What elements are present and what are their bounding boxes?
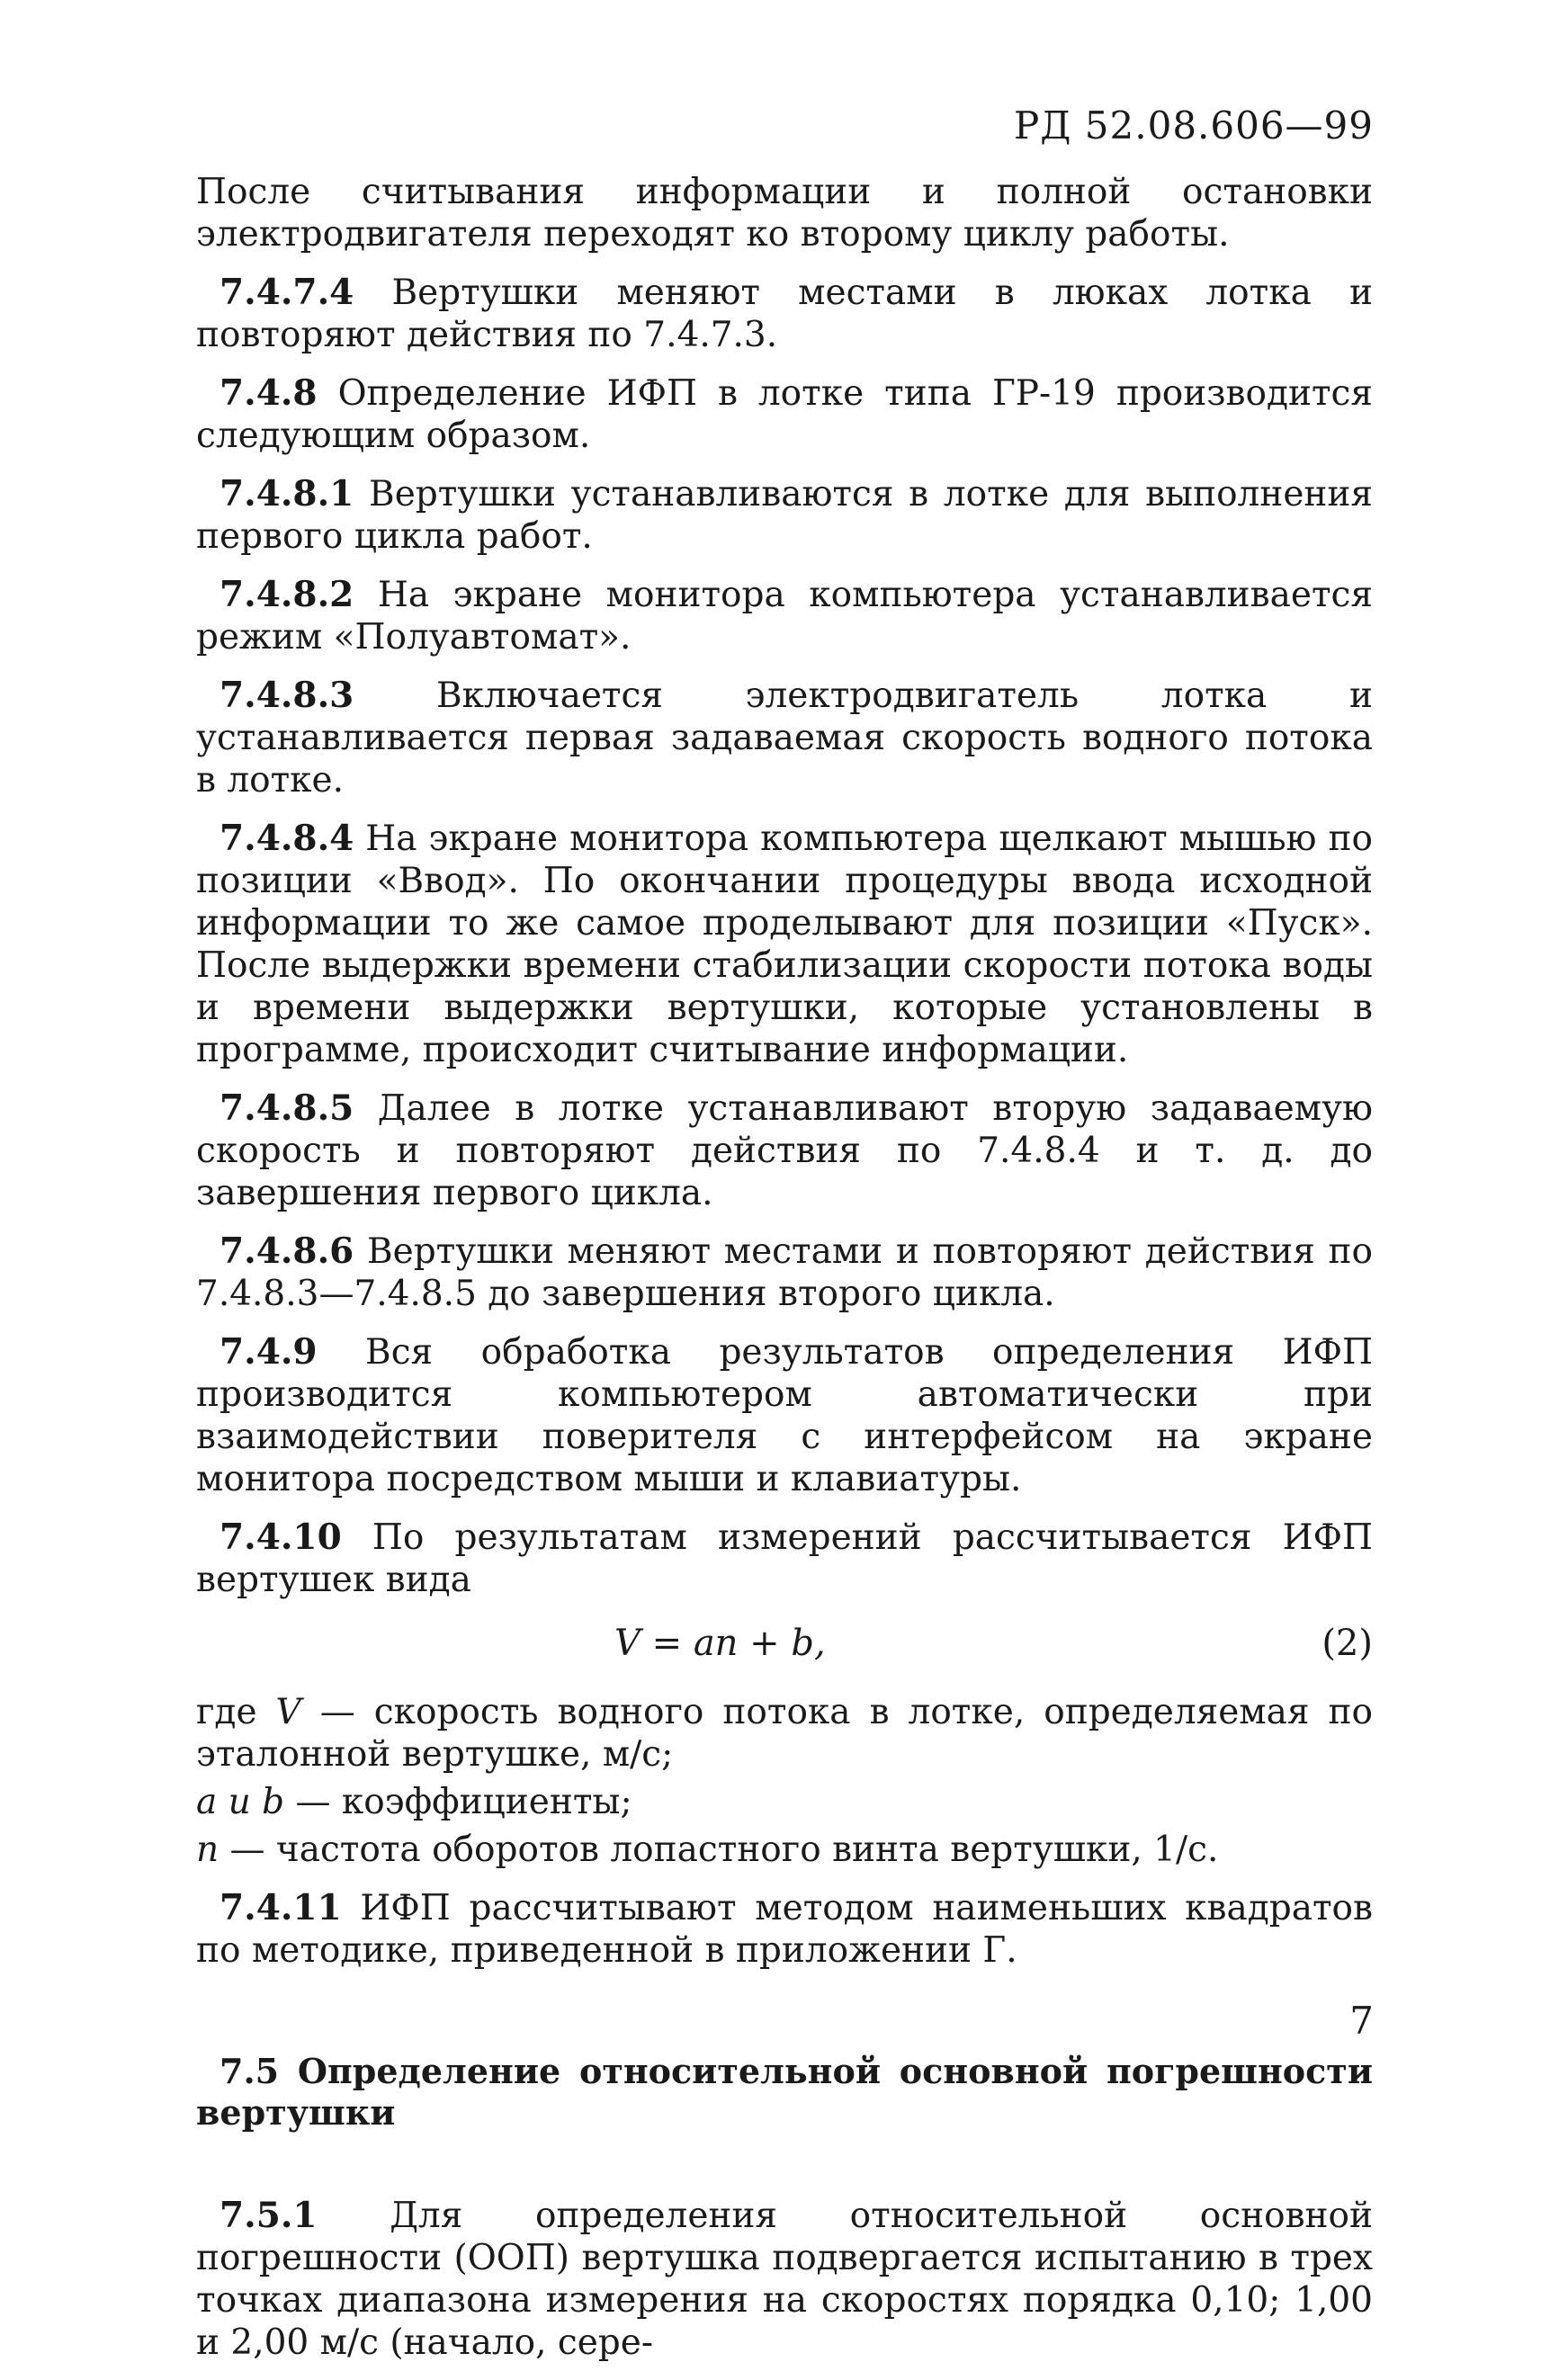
page-number: 7 [1349,1999,1374,2043]
paragraph-text: На экране монитора компьютера устанавливается режим «Полуавтомат». [196,575,1373,658]
paragraph-7-4-11 [196,1887,1373,1972]
clause-number: 7.4.8.6 [220,1230,354,1272]
clause-number: 7.4.10 [220,1517,342,1558]
paragraph-7-4-9 [196,1331,1373,1500]
clause-number: 7.4.8.5 [220,1087,354,1129]
definition-symbol: a и b [196,1782,285,1822]
definition-v [196,1691,1373,1776]
section-heading: 7.5 Определение относительной основной погрешности вертушки [196,2051,1373,2133]
equation-number: (2) [1321,1623,1373,1664]
paragraph-7-4-8-2 [196,574,1373,658]
paragraph-7-4-8 [196,372,1373,457]
paragraph-text: Вся обработка результатов определения ИФП производится компьютером автоматически при взаимодействии поверителя с интерфейсом на экране монитора посредством мыши и клавиатуры. [196,1332,1373,1499]
formula-definitions [196,1691,1373,1871]
paragraph-text: Определение ИФП в лотке типа ГР-19 производится следующим образом. [196,373,1373,456]
paragraph-text: По результатам измерений рассчитывается ИФП вертушек вида [196,1517,1373,1600]
paragraph-text: Вертушки меняют местами и повторяют действия по 7.4.8.3—7.4.8.5 до завершения второго цикла. [196,1231,1373,1314]
clause-number: 7.4.8.3 [220,675,354,716]
clause-number: 7.5.1 [220,2195,318,2236]
paragraph-7-5-1 [196,2195,1373,2364]
paragraph-text: Вертушки устанавливаются в лотке для выполнения первого цикла работ. [196,474,1373,557]
definition-prefix: где [196,1692,276,1732]
paragraph-7-4-8-6 [196,1230,1373,1315]
clause-number: 7.4.8.2 [220,574,354,615]
definition-symbol: n [196,1830,220,1870]
paragraph-7-4-7-4 [196,272,1373,356]
definition-text: — частота оборотов лопастного винта вертушки, 1/с. [219,1830,1219,1870]
clause-number: 7.4.9 [220,1331,318,1373]
paragraph-text: На экране монитора компьютера щелкают мышью по позиции «Ввод». По окончании процедуры ввода исходной информации то же самое проделывают для позиции «Пуск». После выдержки времени стабилизации скорости потока воды и времени выдержки вертушки, которые установлены в программе, происходит считывание информации. [196,819,1373,1070]
definition-n [196,1829,1373,1871]
clause-number: 7.4.8 [220,372,318,414]
paragraph-text: ИФП рассчитывают методом наименьших квадратов по методике, приведенной в приложении Г. [196,1888,1373,1971]
definition-text: — коэффициенты; [284,1782,632,1822]
formula [196,1619,1373,1673]
paragraph-text: Включается электродвигатель лотка и устанавливается первая задаваемая скорость водного потока в лотке. [196,676,1373,801]
clause-number: 7.4.8.4 [220,818,354,859]
document-body [196,171,1373,2380]
paragraph-text: Для определения относительной основной погрешности (ООП) вертушка подвергается испытанию в трех точках диапазона измерения на скоростях порядка 0,10; 1,00 и 2,00 м/с (начало, сере- [196,2196,1373,2363]
paragraph-7-4-8-4 [196,818,1373,1071]
clause-number: 7.4.7.4 [220,272,354,313]
clause-number: 7.4.8.1 [220,473,354,514]
paragraph-7-4-8-5 [196,1087,1373,1214]
definition-symbol: V [275,1692,301,1732]
paragraph-continued [196,171,1373,255]
formula-expression: V = an + b, [614,1623,826,1664]
paragraph-7-4-8-3 [196,675,1373,801]
definition-text: — скорость водного потока в лотке, определяемая по эталонной вертушке, м/с; [196,1692,1373,1775]
clause-number: 7.4.11 [220,1887,342,1928]
paragraph-text: Далее в лотке устанавливают вторую задаваемую скорость и повторяют действия по 7.4.8.4 и т. д. до завершения первого цикла. [196,1088,1373,1213]
document-code: РД 52.08.606—99 [1014,103,1374,148]
paragraph-text: После считывания информации и полной остановки электродвигателя переходят ко второму циклу работы. [196,172,1373,255]
paragraph-7-4-10 [196,1517,1373,1601]
paragraph-7-4-8-1 [196,473,1373,558]
paragraph-text: Вертушки меняют местами в люках лотка и повторяют действия по 7.4.7.3. [196,273,1373,355]
definition-a-b [196,1781,1373,1823]
